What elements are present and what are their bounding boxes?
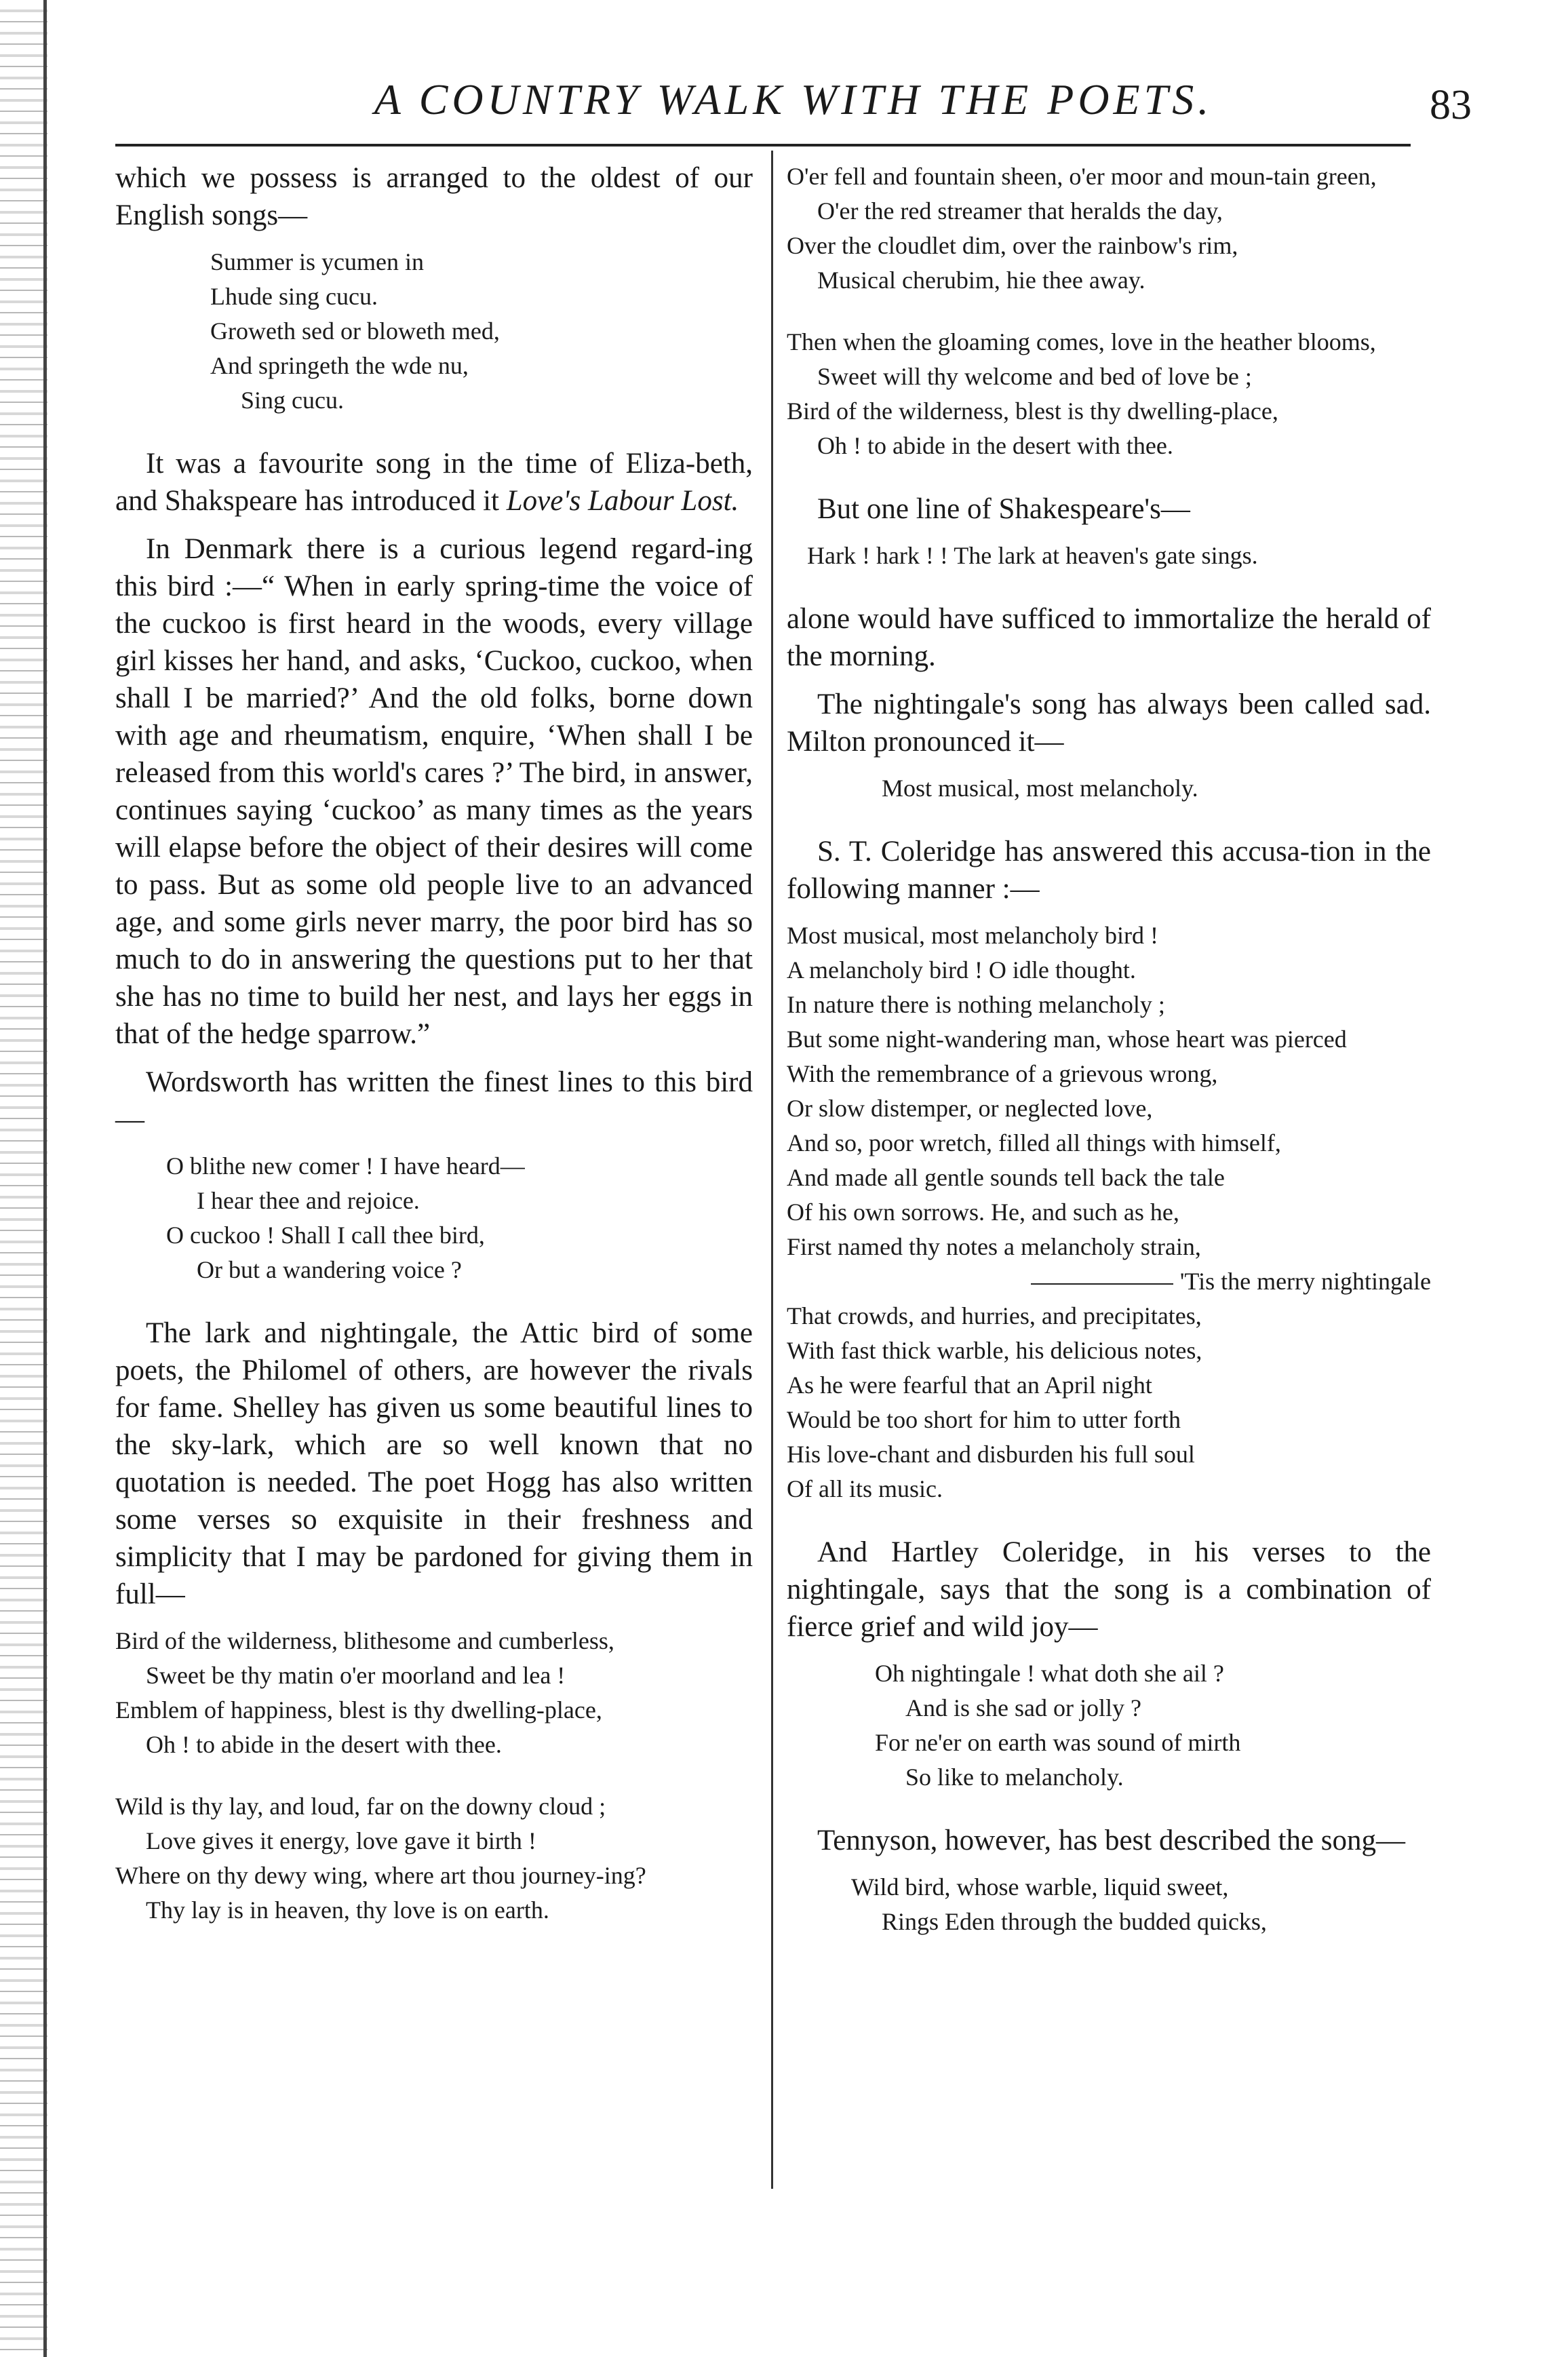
verse-line: Most musical, most melancholy. <box>882 775 1198 802</box>
em-dash-rule <box>1031 1283 1173 1285</box>
verse-line: Sweet will thy welcome and bed of love be ; <box>817 363 1252 390</box>
verse-summer-is-ycumen-in <box>115 245 753 418</box>
verse-line: Oh ! to abide in the desert with thee. <box>146 1731 502 1758</box>
verse-line: For ne'er on earth was sound of mirth <box>875 1729 1241 1756</box>
verse-hogg-stanza-1 <box>115 1624 753 1762</box>
verse-line: First named thy notes a melancholy strain, <box>787 1233 1201 1260</box>
binding-edge-line <box>43 0 47 2357</box>
verse-line: Would be too short for him to utter forth <box>787 1406 1181 1433</box>
paragraph-text: It was a favourite song in the time of Eliza-beth, and Shakspeare has introduced it <box>115 448 753 517</box>
verse-line: Most musical, most melancholy bird ! <box>787 922 1158 949</box>
verse-line: In nature there is nothing melancholy ; <box>787 991 1165 1018</box>
column-divider <box>771 151 773 2189</box>
verse-line: Or but a wandering voice ? <box>197 1256 462 1283</box>
verse-hogg-stanza-2 <box>115 1789 753 1928</box>
verse-line: And springeth the wde nu, <box>210 352 469 379</box>
verse-line: O cuckoo ! Shall I call thee bird, <box>166 1222 485 1249</box>
verse-line: Of his own sorrows. He, and such as he, <box>787 1199 1179 1226</box>
paragraph: In Denmark there is a curious legend regard-ing this bird :—“ When in early spring-time the voice of the cuckoo is first heard in the woods, every village girl kisses her hand, and asks, ‘Cuckoo, cuckoo, when shall I be married?’ And the old folks, borne down with age and rheumatism, enquire, ‘When shall I be released from this world's cares ?’ The bird, in answer, continues saying ‘cuckoo’ as many times as the years will elapse before the object of their desires will come to pass. But as some old people live to an advanced age, and some girls never marry, the poor bird has so much to do in answering the questions put to her that she has no time to build her nest, and lays her eggs in that of the hedge sparrow.” <box>115 533 753 1050</box>
paragraph: Tennyson, however, has best described the song— <box>817 1825 1406 1856</box>
paragraph: And Hartley Coleridge, in his verses to the nightingale, says that the song is a combination of fierce grief and wild joy— <box>787 1536 1431 1643</box>
verse-line: But some night-wandering man, whose heart was pierced <box>787 1026 1347 1053</box>
verse-line: I hear thee and rejoice. <box>197 1187 420 1214</box>
header-rule <box>115 144 1411 147</box>
verse-line: Bird of the wilderness, blest is thy dwelling-place, <box>787 397 1278 425</box>
verse-line: Emblem of happiness, blest is thy dwelling-place, <box>115 1696 602 1723</box>
running-title: A COUNTRY WALK WITH THE POETS. <box>374 75 1213 123</box>
verse-line: Oh ! to abide in the desert with thee. <box>817 432 1173 459</box>
verse-line: O blithe new comer ! I have heard— <box>166 1152 525 1180</box>
verse-line: Then when the gloaming comes, love in the heather blooms, <box>787 328 1376 355</box>
paragraph: But one line of Shakespeare's— <box>817 493 1190 525</box>
verse-line: With the remembrance of a grievous wrong, <box>787 1060 1218 1087</box>
verse-line: Love gives it energy, love gave it birth ! <box>146 1827 536 1854</box>
verse-line: A melancholy bird ! O idle thought. <box>787 956 1136 983</box>
verse-hartley-coleridge <box>787 1656 1431 1795</box>
verse-line: Sweet be thy matin o'er moorland and lea ! <box>146 1662 566 1689</box>
verse-line: Groweth sed or bloweth med, <box>210 317 500 345</box>
binding-edge <box>0 0 47 2357</box>
verse-shakespeare <box>787 539 1431 573</box>
verse-line: Of all its music. <box>787 1475 943 1502</box>
verse-line: Rings Eden through the budded quicks, <box>882 1908 1267 1935</box>
verse-line: Wild bird, whose warble, liquid sweet, <box>851 1873 1229 1901</box>
verse-line: With fast thick warble, his delicious notes, <box>787 1337 1202 1364</box>
paragraph: S. T. Coleridge has answered this accusa-tion in the following manner :— <box>787 836 1431 905</box>
verse-line: So like to melancholy. <box>905 1764 1124 1791</box>
verse-line: Where on thy dewy wing, where art thou journey-ing? <box>115 1862 646 1889</box>
book-title: Love's Labour Lost. <box>506 485 739 517</box>
verse-line: Musical cherubim, hie thee away. <box>817 267 1145 294</box>
verse-line: Oh nightingale ! what doth she ail ? <box>875 1660 1224 1687</box>
paragraph: The lark and nightingale, the Attic bird of some poets, the Philomel of others, are however the rivals for fame. Shelley has given us some beautiful lines to the sky-lark, which are so well known that no quotation is needed. The poet Hogg has also written some verses so exquisite in their freshness and simplicity that I may be pardoned for giving them in full— <box>115 1317 753 1610</box>
verse-line: And made all gentle sounds tell back the tale <box>787 1164 1225 1191</box>
verse-line: Over the cloudlet dim, over the rainbow's rim, <box>787 232 1238 259</box>
verse-line: His love-chant and disburden his full soul <box>787 1441 1195 1468</box>
verse-line: Hark ! hark ! ! The lark at heaven's gate sings. <box>807 542 1258 569</box>
verse-line: Or slow distemper, or neglected love, <box>787 1095 1153 1122</box>
verse-line: O'er the red streamer that heralds the day, <box>817 197 1223 225</box>
left-column <box>115 159 753 1955</box>
verse-milton <box>787 771 1431 806</box>
paragraph: Wordsworth has written the finest lines to this bird— <box>115 1066 753 1135</box>
verse-line: O'er fell and fountain sheen, o'er moor and moun-tain green, <box>787 163 1377 190</box>
verse-line-text: 'Tis the merry nightingale <box>1179 1268 1431 1295</box>
verse-line: Bird of the wilderness, blithesome and cumberless, <box>115 1627 614 1654</box>
verse-line: Lhude sing cucu. <box>210 283 378 310</box>
verse-wordsworth <box>115 1149 753 1287</box>
verse-line: That crowds, and hurries, and precipitates, <box>787 1302 1202 1329</box>
page-header <box>115 75 1472 136</box>
verse-line: As he were fearful that an April night <box>787 1371 1152 1399</box>
right-column <box>787 159 1431 1966</box>
verse-line: Wild is thy lay, and loud, far on the downy cloud ; <box>115 1793 606 1820</box>
paragraph: alone would have sufficed to immortalize the herald of the morning. <box>787 603 1431 672</box>
verse-line: And so, poor wretch, filled all things with himself, <box>787 1129 1281 1156</box>
verse-line: And is she sad or jolly ? <box>905 1694 1141 1721</box>
verse-coleridge-continued <box>787 1299 1431 1506</box>
verse-line: Sing cucu. <box>241 387 344 414</box>
verse-hogg-stanza-4 <box>787 325 1431 463</box>
paragraph: The nightingale's song has always been called sad. Milton pronounced it— <box>787 688 1431 758</box>
paragraph: which we possess is arranged to the oldest of our English songs— <box>115 162 753 231</box>
verse-line: Summer is ycumen in <box>210 248 424 275</box>
verse-coleridge <box>787 918 1431 1299</box>
verse-tennyson <box>787 1870 1431 1939</box>
paragraph <box>115 445 753 520</box>
page-number: 83 <box>1430 82 1472 128</box>
verse-line-dashed <box>787 1264 1431 1299</box>
verse-hogg-stanza-3 <box>787 159 1431 298</box>
verse-line: Thy lay is in heaven, thy love is on earth. <box>146 1896 549 1924</box>
